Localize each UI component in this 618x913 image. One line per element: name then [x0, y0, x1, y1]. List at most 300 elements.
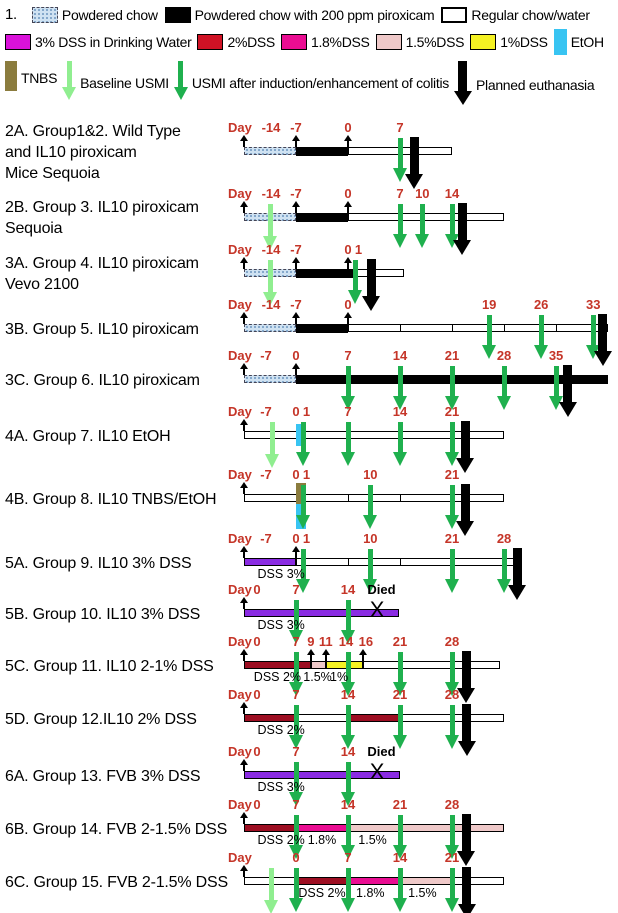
dss15-swatch-icon: [376, 34, 402, 50]
died-x-marker: X: [369, 597, 385, 622]
bar-segment-dss3: [244, 558, 296, 566]
legend-label: Planned euthanasia: [475, 77, 595, 93]
bar-segment-powdered: [244, 324, 296, 332]
day-label: -7: [290, 186, 302, 201]
tick-shaft: [362, 655, 364, 661]
legend-label: 3% DSS in Drinking Water: [35, 34, 192, 50]
dss-concentration-label: 1.8%: [356, 886, 385, 900]
row-title: [5, 819, 227, 840]
legend-label: USMI after induction/enhancement of colitis: [191, 74, 449, 91]
day-label: 14: [340, 744, 356, 759]
day-tick: [292, 363, 300, 375]
arrow-shaft: [461, 421, 470, 458]
row-title: [5, 766, 200, 787]
day-label: 14: [340, 797, 356, 812]
tick-shaft: [243, 655, 245, 661]
etoh-swatch-icon: [554, 29, 567, 55]
day-label: 1: [302, 467, 311, 482]
usmi-arrow: [393, 422, 407, 466]
arrow-head: [594, 351, 612, 366]
arrow-shaft: [398, 422, 403, 452]
day-axis-label: Day: [228, 850, 252, 865]
dss-concentration-label: DSS 2%: [298, 886, 346, 900]
arrow-shaft: [450, 868, 455, 898]
arrow-head: [289, 898, 303, 912]
day-tick: [240, 257, 248, 269]
dss-concentration-label: DSS 3%: [257, 567, 305, 581]
day-label: 21: [444, 531, 460, 546]
arrow-shaft: [398, 652, 403, 682]
day-label: -7: [260, 348, 272, 363]
arrow-shaft: [346, 422, 351, 452]
usmi-arrow: [445, 549, 459, 593]
bar-divider: [400, 324, 401, 332]
dss-concentration-label: DSS 3%: [257, 780, 305, 794]
arrow-shaft: [398, 868, 403, 898]
day-label: 10: [363, 531, 378, 546]
arrow-shaft: [458, 61, 467, 91]
day-tick: [240, 363, 248, 375]
arrow-shaft: [450, 485, 455, 515]
tick-shaft: [243, 552, 245, 558]
green-arrow-icon: [174, 61, 188, 100]
day-label: 7: [292, 687, 300, 702]
tick-shaft: [243, 141, 245, 147]
day-label: 1: [302, 531, 311, 546]
tick-shaft: [243, 369, 245, 375]
row-title-line: Vevo 2100: [5, 276, 79, 293]
arrow-head: [458, 741, 476, 756]
euthanasia-arrow: [456, 484, 474, 536]
arrow-head: [393, 452, 407, 466]
arrow-head: [174, 87, 188, 100]
day-label: 16: [358, 634, 374, 649]
arrow-shaft: [487, 315, 492, 345]
arrow-head: [457, 851, 475, 866]
tick-shaft: [243, 425, 245, 431]
arrow-head: [296, 515, 310, 529]
day-label: 0: [292, 467, 300, 482]
day-label: 14: [338, 634, 354, 649]
day-label: 19: [481, 297, 497, 312]
tick-shaft: [243, 207, 245, 213]
bar-divider: [348, 558, 349, 566]
tick-shaft: [243, 603, 245, 609]
arrow-shaft: [598, 314, 607, 351]
day-tick: [292, 135, 300, 147]
day-tick: [240, 546, 248, 558]
day-label: 7: [396, 186, 404, 201]
day-label: 21: [444, 850, 460, 865]
usmi-arrow: [296, 485, 310, 529]
row-title: [5, 319, 199, 340]
row-title: [5, 121, 181, 184]
dss-concentration-label: DSS 3%: [257, 618, 305, 632]
arrow-shaft: [353, 260, 358, 290]
legend-row: [5, 61, 617, 97]
row-title-line: Mice Sequoia: [5, 164, 100, 182]
bar-divider: [504, 324, 505, 332]
arrow-shaft: [67, 61, 72, 87]
tick-shaft: [295, 141, 297, 147]
legend-item-dss3: [5, 34, 191, 50]
arrow-shaft: [268, 260, 273, 292]
usmi-arrow: [534, 315, 548, 359]
euthanasia-arrow: [362, 259, 380, 311]
arrow-shaft: [346, 366, 351, 396]
day-label: 7: [344, 850, 352, 865]
arrow-shaft: [268, 204, 273, 236]
arrow-head: [445, 579, 459, 593]
piroxicam-swatch-icon: [165, 7, 191, 23]
tick-shaft: [243, 708, 245, 714]
arrow-shaft: [398, 815, 403, 845]
tick-shaft: [243, 871, 245, 877]
legend-item-dss1: [470, 34, 548, 50]
tick-shaft: [243, 318, 245, 324]
day-label: 1: [302, 404, 311, 419]
day-label: 0: [344, 242, 352, 257]
arrow-shaft: [367, 259, 376, 296]
day-label: 7: [396, 120, 404, 135]
dss-concentration-label: 1.8%: [307, 833, 337, 847]
bar-segment-dss15: [311, 661, 326, 669]
euthanasia-arrow: [458, 704, 476, 756]
row-title-line: 2A. Group1&2. Wild Type: [5, 122, 181, 140]
day-label: 7: [292, 634, 300, 649]
arrow-head: [62, 87, 76, 100]
day-tick: [240, 759, 248, 771]
arrow-shaft: [346, 762, 351, 792]
arrow-head: [341, 452, 355, 466]
bar-segment-piroxicam: [296, 213, 348, 222]
row-title-line: 5B. Group 10. IL10 3% DSS: [5, 605, 201, 623]
row-title: [5, 553, 191, 574]
usmi-arrow: [482, 315, 496, 359]
legend-label: EtOH: [570, 34, 604, 50]
arrow-head: [415, 234, 429, 248]
row-title-line: 6B. Group 14. FVB 2-1.5% DSS: [5, 820, 228, 838]
dss-concentration-label: 1.5%: [303, 670, 332, 684]
arrow-head: [363, 515, 377, 529]
dss-concentration-label: 1.5%: [408, 886, 437, 900]
day-axis-label: Day: [228, 797, 252, 812]
arrow-head: [265, 454, 279, 468]
legend-label: 1.5%DSS: [405, 34, 465, 50]
tick-shaft: [325, 655, 327, 661]
day-tick: [322, 649, 330, 661]
day-tick: [292, 201, 300, 213]
legend-item-etoh: [554, 29, 604, 55]
row-title-line: 4B. Group 8. IL10 TNBS/EtOH: [5, 490, 217, 508]
arrow-shaft: [346, 600, 351, 630]
arrow-shaft: [450, 815, 455, 845]
euthanasia-arrow: [456, 421, 474, 473]
day-axis-label: Day: [228, 634, 252, 649]
row-title-line: 6C. Group 15. FVB 2-1.5% DSS: [5, 873, 228, 891]
dss-concentration-label: DSS 2%: [253, 670, 302, 684]
euthanasia-arrow: [594, 314, 612, 366]
figure-number: 1.: [5, 6, 17, 23]
legend-item-green: [174, 61, 449, 100]
bar-divider: [556, 324, 557, 332]
day-label: 21: [444, 348, 460, 363]
day-label: 14: [392, 850, 408, 865]
arrow-head: [264, 900, 278, 913]
legend-label: 2%DSS: [227, 34, 275, 50]
tick-shaft: [347, 207, 349, 213]
row-title: [5, 370, 200, 391]
day-tick: [240, 419, 248, 431]
legend-row: [5, 6, 617, 23]
row-title: [5, 656, 214, 677]
bar-segment-regular: [363, 661, 500, 669]
legend-label: 1%DSS: [500, 34, 548, 50]
euthanasia-arrow: [405, 137, 423, 189]
arrow-shaft: [368, 485, 373, 515]
dss1-swatch-icon: [470, 34, 496, 50]
legend-label: Powdered chow with 200 ppm piroxicam: [194, 6, 435, 23]
day-label: 21: [392, 634, 408, 649]
legend-item-regular: [441, 7, 589, 23]
arrow-shaft: [502, 366, 507, 396]
bar-segment-dss15: [348, 824, 504, 832]
day-axis-label: Day: [228, 242, 252, 257]
baseline-usmi-arrow: [265, 422, 279, 468]
row-title: [5, 197, 199, 239]
row-title-line: 5A. Group 9. IL10 3% DSS: [5, 554, 192, 572]
day-label: 10: [363, 467, 378, 482]
arrow-head: [341, 898, 355, 912]
day-label: -14: [261, 297, 281, 312]
day-tick: [240, 482, 248, 494]
arrow-shaft: [554, 366, 559, 396]
day-label: -14: [261, 186, 281, 201]
usmi-arrow: [341, 422, 355, 466]
day-label: 28: [444, 797, 460, 812]
legend: [5, 6, 617, 97]
arrow-shaft: [450, 549, 455, 579]
arrow-shaft: [346, 868, 351, 898]
day-label: 0: [253, 634, 261, 649]
arrow-head: [296, 452, 310, 466]
tick-shaft: [243, 818, 245, 824]
row-title: [5, 489, 216, 510]
day-tick: [240, 649, 248, 661]
day-tick: [344, 312, 352, 324]
day-tick: [240, 702, 248, 714]
arrow-head: [508, 585, 526, 600]
arrow-head: [393, 898, 407, 912]
arrow-shaft: [502, 549, 507, 579]
day-label: 21: [392, 687, 408, 702]
day-label: 21: [392, 797, 408, 812]
tick-shaft: [243, 765, 245, 771]
day-label: 10: [415, 186, 430, 201]
day-label: 1: [354, 242, 363, 257]
arrow-head: [362, 296, 380, 311]
day-label: 0: [253, 797, 261, 812]
row-title-line: Sequoia: [5, 220, 63, 237]
tick-shaft: [347, 141, 349, 147]
day-label: 0: [292, 531, 300, 546]
day-label: 21: [444, 467, 460, 482]
arrow-shaft: [450, 366, 455, 396]
legend-item-dss2: [197, 34, 275, 50]
arrow-shaft: [450, 652, 455, 682]
legend-item-tnbs: [5, 61, 57, 91]
bar-segment-regular: [348, 324, 608, 332]
day-tick: [344, 201, 352, 213]
dss3-swatch-icon: [5, 34, 31, 50]
arrow-shaft: [346, 705, 351, 735]
dss-concentration-label: DSS 2%: [257, 833, 305, 847]
day-tick: [240, 865, 248, 877]
day-label: 7: [344, 348, 352, 363]
arrow-head: [497, 396, 511, 410]
day-label: 0: [292, 404, 300, 419]
arrow-head: [458, 904, 476, 913]
legend-item-dss18: [281, 34, 370, 50]
day-label: 0: [292, 348, 300, 363]
powdered-swatch-icon: [32, 7, 58, 23]
euthanasia-arrow: [453, 203, 471, 255]
day-label: 0: [253, 582, 261, 597]
arrow-shaft: [450, 422, 455, 452]
tnbs-swatch-icon: [5, 61, 17, 91]
tick-shaft: [243, 488, 245, 494]
bar-segment-piroxicam: [296, 147, 348, 156]
arrow-shaft: [410, 137, 419, 174]
row-title-line: 2B. Group 3. IL10 piroxicam: [5, 199, 199, 216]
legend-label: Regular chow/water: [471, 6, 590, 23]
day-label: 7: [292, 797, 300, 812]
day-label: 7: [292, 744, 300, 759]
day-label: -7: [260, 404, 272, 419]
black-arrow-icon: [454, 61, 472, 105]
legend-item-piroxicam: [165, 7, 435, 23]
row-title: [5, 604, 200, 625]
day-label: -7: [290, 242, 302, 257]
tick-shaft: [295, 207, 297, 213]
arrow-shaft: [398, 138, 403, 168]
bar-divider: [452, 324, 453, 332]
light-arrow-icon: [62, 61, 76, 100]
legend-label: Powdered chow: [61, 6, 158, 23]
arrow-shaft: [301, 422, 306, 452]
bar-divider: [348, 494, 349, 502]
day-axis-label: Day: [228, 531, 252, 546]
arrow-head: [393, 234, 407, 248]
tick-shaft: [243, 263, 245, 269]
arrow-head: [534, 345, 548, 359]
day-label: -7: [260, 467, 272, 482]
day-axis-label: Day: [228, 744, 252, 759]
day-label: 21: [444, 404, 460, 419]
bar-segment-powdered: [244, 375, 296, 383]
arrow-shaft: [461, 484, 470, 521]
bar-divider: [400, 494, 401, 502]
day-label: 7: [292, 582, 300, 597]
day-label: -14: [261, 120, 281, 135]
day-label: 7: [344, 404, 352, 419]
day-label: -7: [260, 531, 272, 546]
usmi-arrow: [393, 868, 407, 912]
legend-label: Baseline USMI: [80, 74, 169, 91]
day-label: 28: [496, 531, 512, 546]
arrow-shaft: [462, 704, 471, 741]
usmi-arrow: [363, 485, 377, 529]
day-tick: [344, 135, 352, 147]
day-label: 26: [533, 297, 549, 312]
legend-label: TNBS: [21, 70, 58, 86]
arrow-shaft: [450, 705, 455, 735]
died-x-marker: X: [369, 759, 385, 784]
day-axis-label: Day: [228, 186, 252, 201]
legend-item-light: [62, 61, 169, 100]
arrow-head: [453, 240, 471, 255]
row-title-line: 3B. Group 5. IL10 piroxicam: [5, 320, 199, 338]
arrow-shaft: [368, 549, 373, 579]
baseline-usmi-arrow: [264, 868, 278, 913]
arrow-shaft: [178, 61, 183, 87]
row-title: [5, 872, 228, 893]
legend-item-powdered: [32, 7, 158, 23]
day-tick: [292, 312, 300, 324]
tick-shaft: [295, 318, 297, 324]
day-label: 28: [444, 687, 460, 702]
usmi-arrow: [296, 422, 310, 466]
tick-shaft: [310, 655, 312, 661]
day-axis-label: Day: [228, 404, 252, 419]
row-title-line: 5C. Group 11. IL10 2-1% DSS: [5, 657, 214, 675]
arrow-shaft: [539, 315, 544, 345]
row-title: [5, 709, 197, 730]
day-axis-label: Day: [228, 582, 252, 597]
legend-item-black: [454, 61, 594, 105]
arrow-head: [482, 345, 496, 359]
row-title: [5, 426, 170, 447]
day-axis-label: Day: [228, 120, 252, 135]
day-label: 0: [253, 744, 261, 759]
bar-segment-powdered: [244, 147, 296, 155]
arrow-shaft: [398, 366, 403, 396]
day-label: 35: [548, 348, 564, 363]
day-label: 0: [344, 297, 352, 312]
arrow-shaft: [270, 422, 275, 454]
legend-row: [5, 29, 617, 55]
arrow-shaft: [462, 867, 471, 904]
arrow-shaft: [513, 548, 522, 585]
day-tick: [240, 135, 248, 147]
arrow-shaft: [398, 705, 403, 735]
usmi-arrow: [497, 366, 511, 410]
euthanasia-arrow: [508, 548, 526, 600]
arrow-shaft: [301, 485, 306, 515]
day-tick: [307, 649, 315, 661]
day-label: 33: [585, 297, 601, 312]
day-label: 0: [344, 186, 352, 201]
row-title-line: 3A. Group 4. IL10 piroxicam: [5, 255, 199, 272]
dss18-swatch-icon: [281, 34, 307, 50]
usmi-arrow: [415, 204, 429, 248]
day-label: Died: [367, 744, 396, 759]
row-title-line: 4A. Group 7. IL10 EtOH: [5, 427, 171, 445]
arrow-shaft: [398, 204, 403, 234]
day-label: 9: [307, 634, 315, 649]
tick-shaft: [295, 369, 297, 375]
bar-segment-piroxicam: [296, 324, 348, 333]
